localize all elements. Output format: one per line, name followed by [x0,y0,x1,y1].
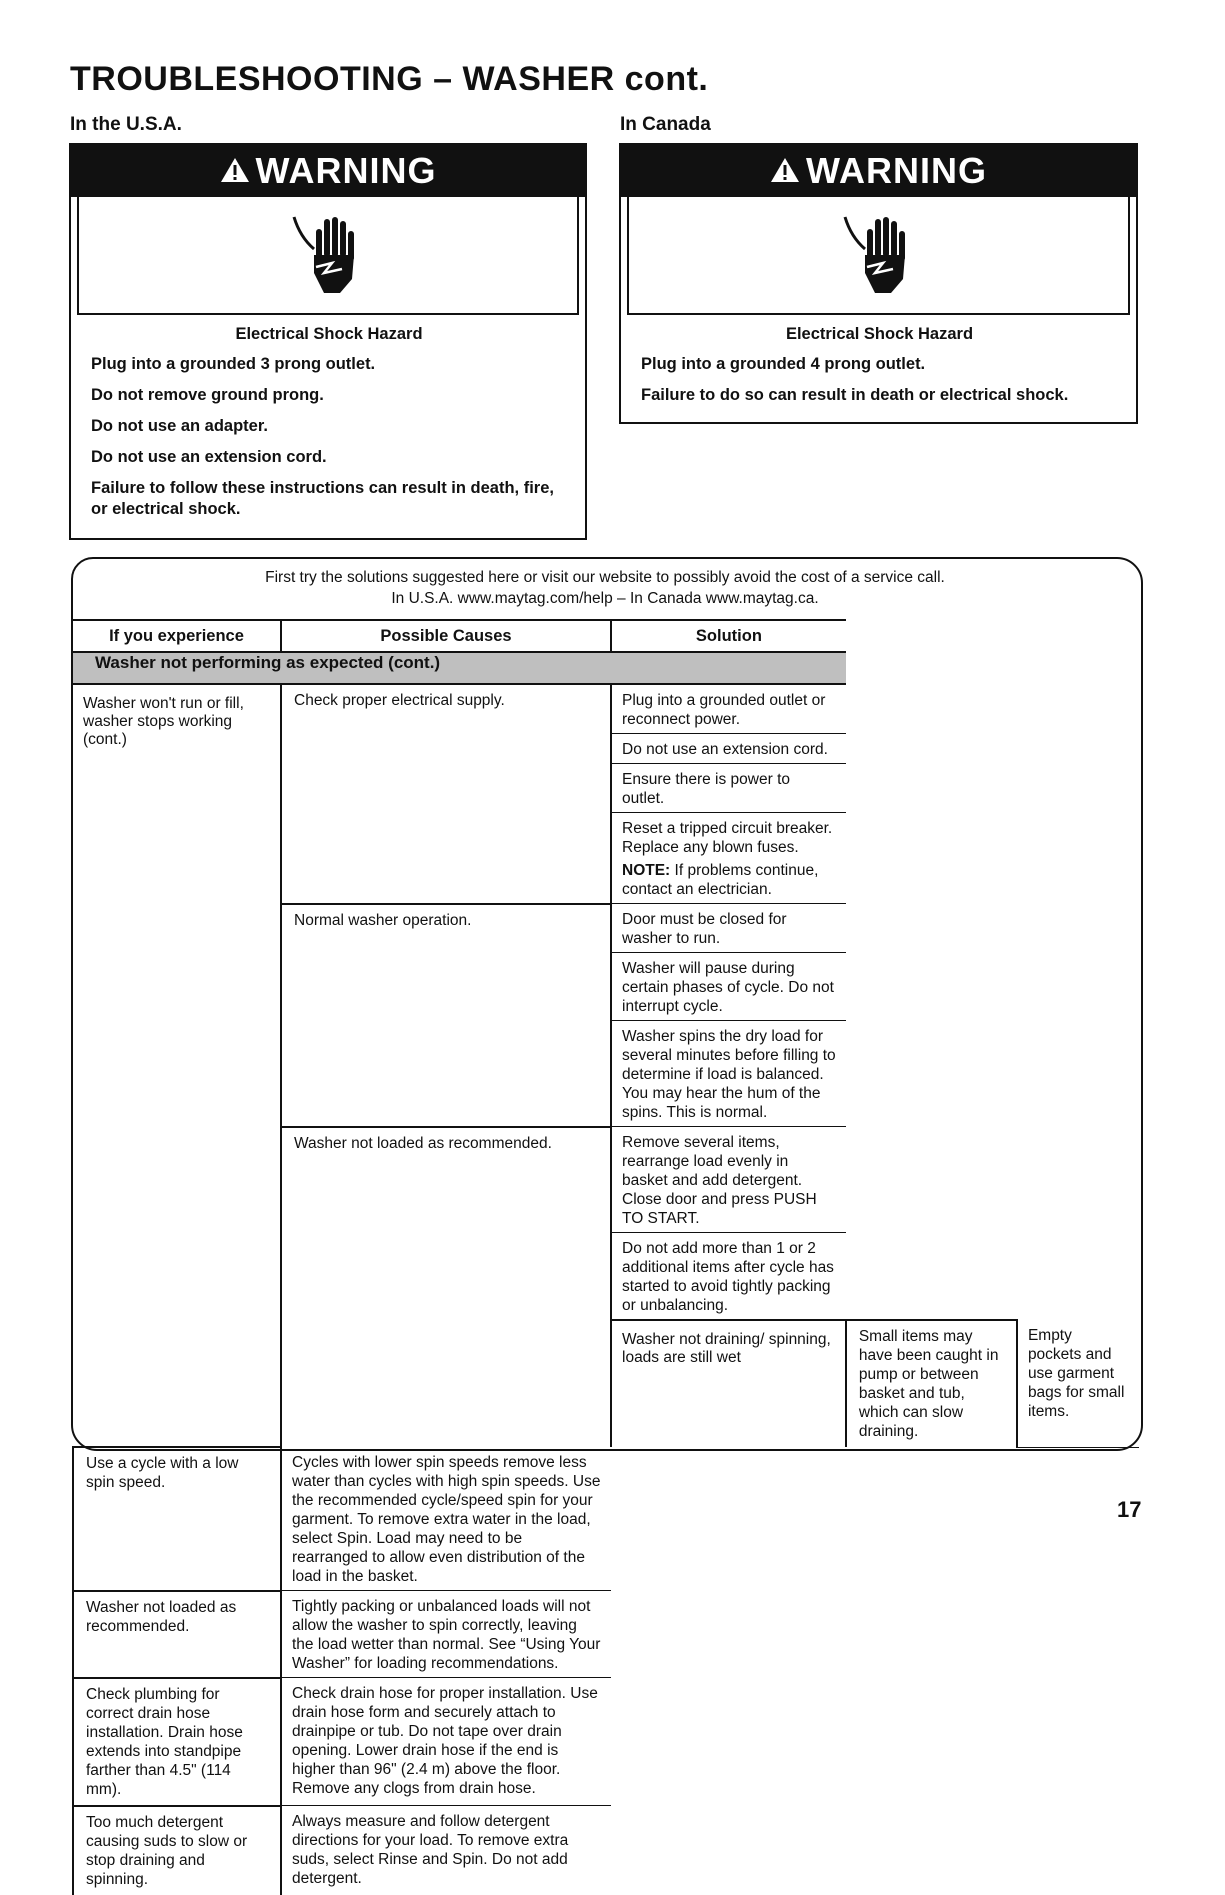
intro-line: In U.S.A. www.maytag.com/help – In Canada www.maytag.ca. [391,590,819,607]
warning-header [71,145,585,197]
cause-cell: Washer not loaded as recommended. [281,1127,611,1448]
hazard-title: Electrical Shock Hazard [785,325,974,343]
solution-cell: Check drain hose for proper installation. Use drain hose form and securely attach to drainpipe or tub. Do not tape over drain opening. Lower drain hose if the end is higher than 96" (2.4 m) above the floor. Remove any clogs from drain hose. [281,1678,611,1806]
warning-line: Do not use an extension cord. [91,448,327,466]
page-number: 17 [1117,1497,1142,1522]
region-label-canada: In Canada [620,114,711,135]
solution-cell [611,813,846,904]
hazard-title: Electrical Shock Hazard [235,325,423,343]
solution-cell: Ensure there is power to outlet. [611,764,846,813]
warning-line: Do not use an adapter. [91,417,268,435]
experience-cell: Washer not draining/ spinning, loads are still wet [611,1320,846,1895]
solution-cell: Plug into a grounded outlet or reconnect power. [611,684,846,734]
warning-box-usa [69,143,587,540]
header-causes: Possible Causes [281,620,611,652]
cause-cell: Normal washer operation. [281,904,611,1127]
solution-cell: Door must be closed for washer to run. [611,904,846,953]
solution-cell: Washer will pause during certain phases of cycle. Do not interrupt cycle. [611,953,846,1021]
intro-line: First try the solutions suggested here or visit our website to possibly avoid the cost of a service call. [265,569,945,586]
solution-cell: Empty pockets and use garment bags for small items. [1017,1320,1139,1447]
electrical-shock-hand-icon [77,197,579,315]
cause-cell: Check proper electrical supply. [281,684,611,904]
solution-cell: Do not add more than 1 or 2 additional items after cycle has started to avoid tightly packing or unbalancing. [611,1233,846,1321]
warning-header-label: WARNING [255,150,437,191]
troubleshooting-table [72,619,1142,1895]
solution-note [622,861,836,899]
warning-line: Failure to do so can result in death or electrical shock. [641,386,1069,404]
cause-cell: Too much detergent causing suds to slow or stop draining and spinning. [73,1806,281,1895]
warning-triangle-icon [220,150,250,192]
warning-header [621,145,1136,197]
solution-cell: Do not use an extension cord. [611,734,846,764]
solution-cell: Washer spins the dry load for several minutes before filling to determine if load is balanced. You may hear the hum of the spins. This is normal. [611,1021,846,1127]
troubleshooting-intro [71,567,1139,609]
warning-line: Plug into a grounded 4 prong outlet. [641,355,926,373]
table-row [73,1591,1139,1678]
page-title: TROUBLESHOOTING – WASHER cont. [70,60,709,98]
note-label: NOTE: [622,862,671,879]
table-row [73,1678,1139,1806]
warning-header-label: WARNING [806,150,987,191]
solution-cell: Remove several items, rearrange load evenly in basket and add detergent. Close door and press PUSH TO START. [611,1127,846,1233]
cause-cell: Small items may have been caught in pump or between basket and tub, which can slow draining. [846,1320,1017,1447]
solution-cell: Tightly packing or unbalanced loads will not allow the washer to spin correctly, leaving the load wetter than normal. See “Using Your Washer” for loading recommendations. [281,1591,611,1678]
electrical-shock-hand-icon [627,197,1130,315]
header-solution: Solution [611,620,846,652]
solution-cell: Cycles with lower spin speeds remove less water than cycles with high spin speeds. Use the recommended cycle/speed spin for your garment. To remove extra water in the load, select Spin. Load may need to be rearranged to allow even distribution of the load in the basket. [281,1447,611,1591]
cause-cell: Check plumbing for correct drain hose installation. Drain hose extends into standpipe farther than 4.5" (114 mm). [73,1678,281,1806]
cause-cell: Use a cycle with a low spin speed. [73,1447,281,1591]
table-row [73,684,1139,734]
table-row [73,1806,1139,1895]
section-heading: Washer not performing as expected (cont.) [73,652,846,684]
warning-line: Plug into a grounded 3 prong outlet. [91,355,376,373]
warning-line: Failure to follow these instructions can result in death, fire, or electrical shock. [91,479,554,518]
region-label-usa: In the U.S.A. [70,114,182,135]
note-text: If problems continue, contact an electrician. [622,862,819,898]
warning-box-canada [619,143,1138,424]
experience-cell: Washer won't run or fill, washer stops working (cont.) [83,695,244,748]
warning-triangle-icon [770,150,800,192]
solution-text: Reset a tripped circuit breaker. Replace any blown fuses. [622,820,833,856]
warning-line: Do not remove ground prong. [91,386,324,404]
cause-cell: Washer not loaded as recommended. [73,1591,281,1678]
table-row [73,1447,1139,1591]
solution-cell: Always measure and follow detergent directions for your load. To remove extra suds, select Rinse and Spin. Do not add detergent. [292,1813,569,1887]
header-experience: If you experience [73,620,281,652]
